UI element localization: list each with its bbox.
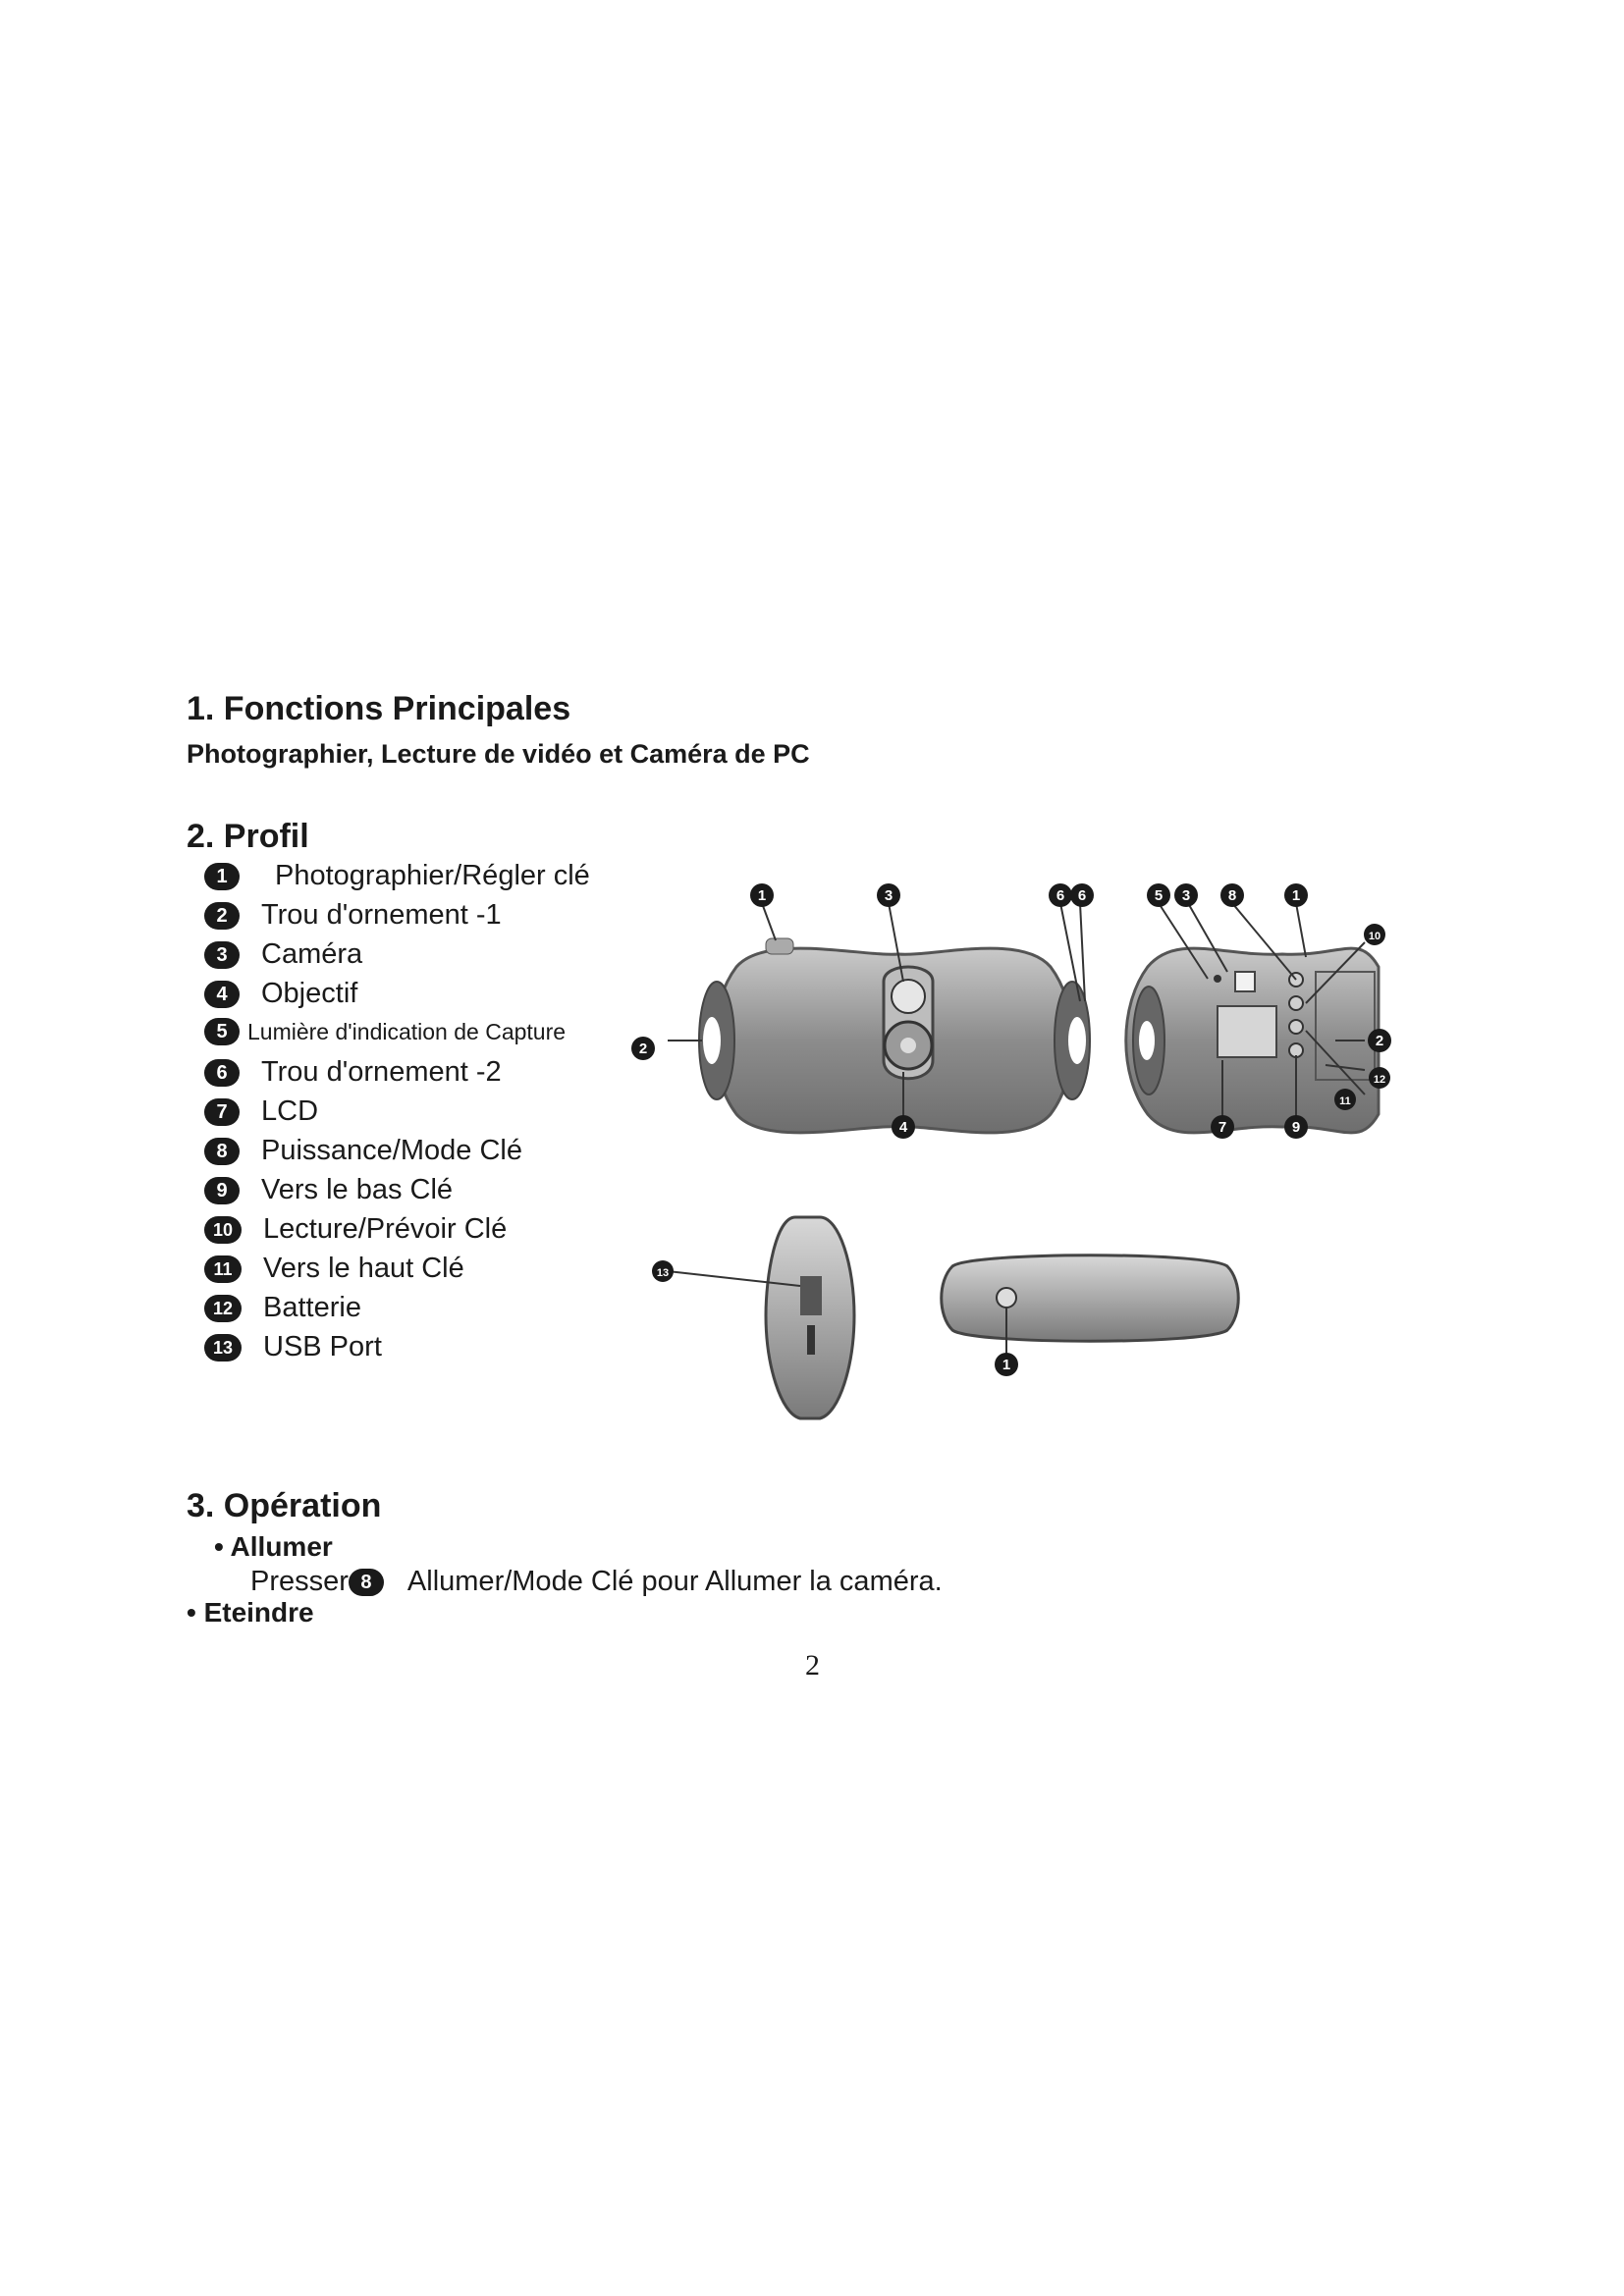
callout-1: [750, 883, 774, 907]
callout-3: [1174, 883, 1198, 907]
item-label: Lumière d'indication de Capture: [247, 1018, 567, 1044]
list-item: [204, 1331, 382, 1363]
allumer-post: Allumer/Mode Clé pour Allumer la caméra.: [406, 1566, 943, 1597]
item-label: Objectif: [261, 978, 358, 1009]
item-label: Vers le haut Clé: [263, 1253, 464, 1284]
list-item: [204, 1018, 566, 1045]
callout-2: [631, 1037, 655, 1060]
item-label: Trou d'ornement -1: [261, 899, 502, 931]
list-item: [204, 978, 357, 1010]
item-label: Vers le bas Clé: [261, 1174, 454, 1205]
allumer-pre: Presser: [250, 1566, 349, 1597]
callout-8: [1220, 883, 1244, 907]
list-item: [204, 860, 590, 892]
allumer-instruction: [250, 1566, 943, 1598]
item-label: Caméra: [261, 938, 363, 970]
section2-title: 2. Profil: [187, 818, 309, 855]
callout-label: 2: [1375, 1033, 1384, 1049]
camera-front-view: [699, 938, 1090, 1133]
badge-9: 9: [204, 1177, 240, 1204]
usb-port: [800, 1276, 822, 1315]
callout-label: 2: [638, 1041, 648, 1057]
badge-10: 10: [204, 1216, 242, 1244]
camera-diagram: [619, 864, 1404, 1433]
callout-label: 1: [757, 887, 767, 904]
badge-6: 6: [204, 1059, 240, 1087]
eteindre-heading: • Eteindre: [187, 1597, 314, 1628]
callout-10: [1364, 924, 1385, 945]
callout-label: 5: [1154, 887, 1164, 904]
callout-label: 10: [1368, 931, 1381, 942]
callout-label: 1: [1001, 1357, 1011, 1373]
callout-12: [1369, 1067, 1390, 1089]
callout-11: [1334, 1089, 1356, 1110]
badge-2: 2: [204, 902, 240, 930]
badge-4: 4: [204, 981, 240, 1008]
up-key: [1289, 1020, 1303, 1034]
item-label: Photographier/Régler clé: [275, 860, 590, 891]
callout-label: 3: [884, 887, 893, 904]
list-item: [204, 1135, 522, 1167]
playback-key: [1289, 996, 1303, 1010]
item-label: USB Port: [263, 1331, 382, 1362]
list-item: [204, 1253, 464, 1285]
badge-7: 7: [204, 1098, 240, 1126]
callout-1: [1284, 883, 1308, 907]
page-number: 2: [805, 1649, 820, 1682]
section3-title: 3. Opération: [187, 1487, 382, 1524]
front-ornament-hole-left: [703, 1017, 721, 1064]
list-item: [204, 938, 362, 971]
section1-title: 1. Fonctions Principales: [187, 690, 571, 727]
camera-indicator: [1235, 972, 1255, 991]
item-label: Trou d'ornement -2: [261, 1056, 502, 1088]
front-ornament-hole-right: [1068, 1017, 1086, 1064]
camera-window: [892, 980, 925, 1013]
list-item: [204, 1174, 453, 1206]
callout-label: 13: [656, 1267, 670, 1279]
callout-label: 4: [898, 1119, 908, 1136]
side-slot: [807, 1325, 815, 1355]
callout-4: [892, 1115, 915, 1139]
callout-label: 6: [1077, 887, 1087, 904]
callout-3: [877, 883, 900, 907]
camera-side-view: [766, 1217, 854, 1418]
badge-5: 5: [204, 1018, 240, 1045]
top-body: [942, 1255, 1239, 1342]
capture-light: [1214, 975, 1221, 983]
callout-label: 6: [1056, 887, 1065, 904]
badge-1: 1: [204, 863, 240, 890]
lens-center: [900, 1038, 916, 1053]
allumer-heading: • Allumer: [214, 1531, 333, 1562]
callout-label: 12: [1373, 1074, 1386, 1086]
callout-6: [1049, 883, 1072, 907]
badge-power-key: 8: [349, 1569, 384, 1596]
down-key: [1289, 1043, 1303, 1057]
callout-7: [1211, 1115, 1234, 1139]
badge-12: 12: [204, 1295, 242, 1322]
list-item: [204, 1213, 507, 1246]
callout-2: [1368, 1029, 1391, 1052]
item-label: Puissance/Mode Clé: [261, 1135, 522, 1166]
badge-13: 13: [204, 1334, 242, 1362]
side-body: [766, 1217, 854, 1418]
badge-11: 11: [204, 1255, 242, 1283]
item-label: LCD: [261, 1095, 319, 1127]
list-item: [204, 1292, 361, 1324]
callout-label: 1: [1291, 887, 1301, 904]
list-item: [204, 1056, 502, 1089]
callout-13: [652, 1260, 674, 1282]
callout-6: [1070, 883, 1094, 907]
shutter-button: [766, 938, 793, 954]
callout-label: 9: [1291, 1119, 1301, 1136]
top-shutter: [997, 1288, 1016, 1308]
lcd-screen: [1218, 1006, 1276, 1057]
item-label: Lecture/Prévoir Clé: [263, 1213, 508, 1245]
item-label: Batterie: [263, 1292, 361, 1323]
callout-9: [1284, 1115, 1308, 1139]
badge-8: 8: [204, 1138, 240, 1165]
callout-label: 7: [1218, 1119, 1227, 1136]
badge-3: 3: [204, 941, 240, 969]
list-item: [204, 1095, 318, 1128]
back-ornament-hole: [1139, 1021, 1155, 1060]
section1-subtitle: Photographier, Lecture de vidéo et Caméra de PC: [187, 739, 810, 769]
callout-label: 8: [1227, 887, 1237, 904]
callout-1: [995, 1353, 1018, 1376]
callout-5: [1147, 883, 1170, 907]
camera-top-view: [942, 1255, 1239, 1342]
callout-label: 3: [1181, 887, 1191, 904]
list-item: [204, 899, 502, 932]
callout-label: 11: [1339, 1095, 1351, 1107]
